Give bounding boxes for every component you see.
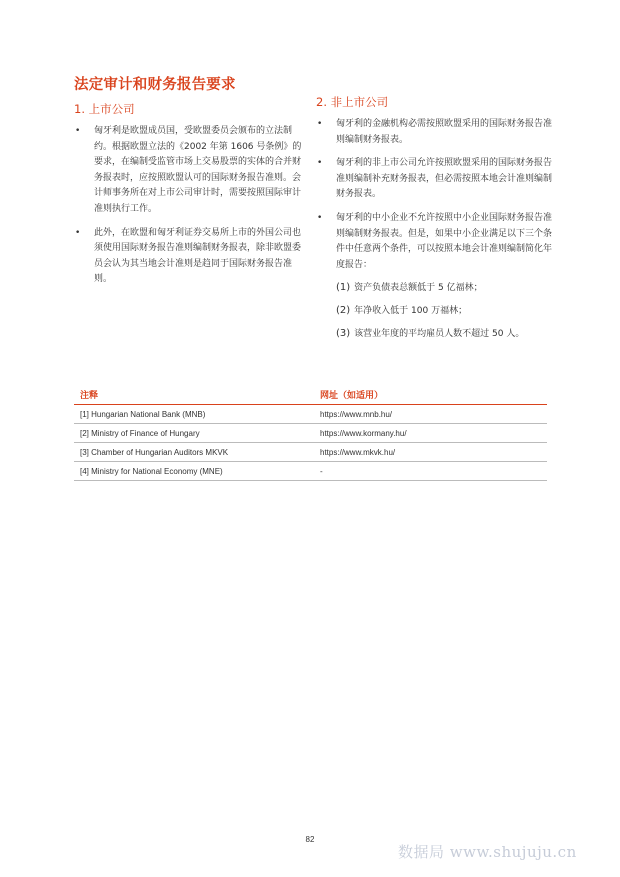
note-cell: [1] Hungarian National Bank (MNB): [74, 405, 314, 424]
bullet-text: 匈牙利是欧盟成员国，受欧盟委员会颁布的立法制约。根据欧盟立法的《2002 年第 1606 号条例》的要求，在编制受监管市场上交易股票的实体的合并财务报表时，应按照欧盟认可的国际财务报告准则。会计师事务所在对上市公司审计时，需要按照国际审计准则执行工作。: [94, 126, 302, 214]
bullet-text: 匈牙利的中小企业不允许按照中小企业国际财务报告准则编制财务报表。但是，如果中小企业满足以下三个条件中任意两个条件，可以按照本地会计准则编制简化年度报告：: [336, 212, 553, 270]
url-cell: -: [314, 462, 547, 481]
url-link[interactable]: https://www.kormany.hu/: [314, 424, 547, 443]
condition-number: (3): [336, 328, 351, 340]
condition-number: (1): [336, 282, 351, 294]
section-heading-listed: 1. 上市公司: [74, 102, 135, 116]
url-link[interactable]: https://www.mnb.hu/: [314, 405, 547, 424]
bullet-icon: •: [75, 126, 81, 136]
note-cell: [2] Ministry of Finance of Hungary: [74, 424, 314, 443]
note-cell: [3] Chamber of Hungarian Auditors MKVK: [74, 443, 314, 462]
list-item: [316, 211, 556, 273]
condition-text: 年净收入低于 100 万福林；: [354, 306, 468, 317]
section-heading-unlisted: 2. 非上市公司: [316, 95, 389, 109]
bullet-text: 匈牙利的金融机构必需按照欧盟采用的国际财务报告准则编制财务报表。: [336, 119, 553, 145]
table-row: [74, 462, 547, 481]
bullet-icon: •: [317, 158, 323, 169]
listed-bullet-list: [74, 124, 309, 288]
condition-number: (2): [336, 305, 351, 317]
condition-text: 该营业年度的平均雇员人数不超过 50 人。: [354, 329, 525, 340]
list-item: [316, 156, 556, 203]
list-item: [74, 124, 309, 218]
bullet-icon: •: [317, 119, 323, 129]
unlisted-bullet-list: [316, 117, 556, 273]
table-row: [74, 405, 547, 424]
watermark: 数据局 www.shujuju.cn: [398, 843, 577, 861]
condition-text: 资产负债表总额低于 5 亿福林；: [354, 283, 483, 294]
table-header-row: [74, 385, 547, 405]
condition-item: [316, 304, 556, 318]
url-link[interactable]: https://www.mkvk.hu/: [314, 443, 547, 462]
bullet-icon: •: [75, 227, 81, 238]
bullet-text: 此外，在欧盟和匈牙利证券交易所上市的外国公司也须使用国际财务报告准则编制财务报表，除非欧盟委员会认为其当地会计准则是趋同于国际财务报告准则。: [94, 227, 302, 285]
list-item: [316, 117, 556, 148]
column-header-notes: 注释: [74, 385, 314, 405]
bullet-icon: •: [317, 212, 323, 223]
page-number: 82: [305, 835, 315, 844]
unlisted-companies-section: [316, 95, 556, 350]
condition-item: [316, 281, 556, 295]
note-cell: [4] Ministry for National Economy (MNE): [74, 462, 314, 481]
bullet-text: 匈牙利的非上市公司允许按照欧盟采用的国际财务报告准则编制补充财务报表，但必需按照本地会计准则编制财务报表。: [336, 158, 553, 200]
column-header-url: 网址（如适用）: [314, 385, 547, 405]
condition-item: [316, 327, 556, 341]
listed-companies-section: [74, 102, 309, 296]
notes-table: [74, 385, 547, 481]
list-item: [74, 226, 309, 288]
table-row: [74, 443, 547, 462]
page-title: 法定审计和财务报告要求: [74, 77, 236, 93]
table-row: [74, 424, 547, 443]
